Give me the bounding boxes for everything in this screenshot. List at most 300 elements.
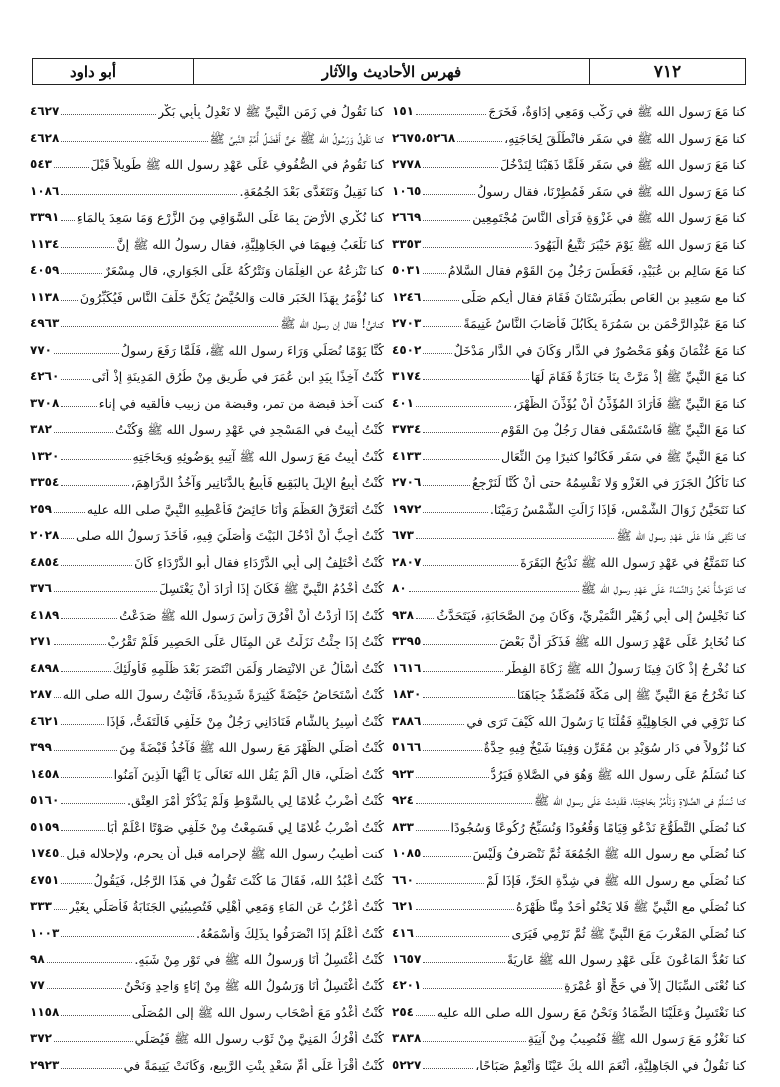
index-entry (392, 626, 746, 652)
leader-dots (61, 883, 91, 884)
hadith-number: ١٠٨٦ (30, 183, 60, 198)
hadith-incipit: كنا مَعَ سَالِمِ بنِ عُبَيْدٍ، فَعَطَسَ رَجُلٌ مِنَ القَوْمِ فقال السَّلامُ (447, 263, 746, 279)
hadith-number: ١٦٥٧ (392, 951, 422, 966)
hadith-number: ٣٧٠٨ (30, 395, 60, 410)
leader-dots (423, 432, 499, 433)
hadith-number: ١١٣٤ (30, 236, 60, 251)
leader-dots (61, 1068, 121, 1069)
leader-dots (423, 565, 518, 566)
index-entry (30, 705, 384, 731)
hadith-incipit: كنا نُخَابِرُ عَلَى عَهْدِ رَسولِ الله ﷺ فَذَكَرَ أَنَّ بَعْضَ (499, 634, 746, 650)
hadith-number: ٤٦٢١ (30, 713, 60, 728)
index-entry (392, 96, 746, 122)
hadith-number: ٩٨ (30, 951, 45, 966)
hadith-incipit: كُنْتُ أُصَلِّي، قال أَلَمْ يَقُلِ الله تَعَالَى يَا أَيُّهَا الَّذِينَ آمَنُوا (113, 766, 384, 782)
hadith-incipit: كُنْتُ أَعْلَمُ إِذَا انْصَرَفُوا بِذَلِكَ وَأَسْمَعُهُ. (195, 925, 384, 941)
index-entry (30, 944, 384, 970)
hadith-incipit: كُنْتُ أُصَلِّي الظُّهْرَ مَعَ رسولِ الله ﷺ فَآخُذُ قَبْضَةً مِنَ (119, 740, 384, 756)
hadith-incipit: كنا نُصَلِّي مع رسولِ الله ﷺ الجُمُعَةَ ثُمَّ نَنْصَرِفُ وَلَيْسَ (472, 846, 746, 862)
hadith-number: ٣١٧٤ (392, 369, 422, 384)
leader-dots (423, 512, 488, 513)
hadith-number: ٩٢٣ (392, 766, 414, 781)
leader-dots (61, 220, 75, 221)
hadith-number: ٦٢١ (392, 899, 414, 914)
hadith-incipit: كنا نَجْلِسُ إِلى أَبِي زُهَيْرٍ النُّمَيْرِيِّ، وَكَانَ مِنَ الصَّحَابَةِ، فَيَتَحَدَّثُ (436, 607, 746, 623)
hadith-number: ٤٥٠٢ (392, 342, 422, 357)
index-entry (30, 917, 384, 943)
index-entry (30, 573, 384, 599)
hadith-incipit: كنا نُصَلِّي التَّطَوُّعَ نَدْعُو قِيَامًا وَقُعُودًا وَنُسَبِّحُ رُكُوعًا وَسُجُودًا (450, 819, 746, 835)
hadith-number: ٤٨٩٨ (30, 660, 60, 675)
index-entry (392, 864, 746, 890)
index-entry (392, 917, 746, 943)
leader-dots (416, 803, 532, 804)
hadith-number: ٩٢٤ (392, 793, 414, 808)
hadith-incipit: كنا نُعْنَى السِّبَالَ إِلاَّ في حَجٍّ أَوْ عُمْرَةٍ (564, 978, 746, 994)
index-entry (392, 599, 746, 625)
leader-dots (54, 512, 85, 513)
index-entry (392, 440, 746, 466)
index-entry (30, 891, 384, 917)
hadith-incipit: كنا مَعَ النَّبِيِّ ﷺ في سَفَرٍ فَكَانُوا كثيرًا مِنَ النِّعَالِ (500, 448, 746, 464)
hadith-number: ٤٨٥٤ (30, 554, 60, 569)
leader-dots (54, 750, 117, 751)
index-entry (392, 758, 746, 784)
hadith-number: ٢٩٢٣ (30, 1057, 60, 1072)
hadith-incipit: كنا نُسَلِّمُ عَلَى رسولِ الله ﷺ وَهُوَ في الصَّلاةِ فَيَرُدُّ (490, 766, 746, 782)
index-entry (30, 334, 384, 360)
leader-dots (423, 379, 529, 380)
index-entry (30, 361, 384, 387)
hadith-incipit: كُنْتُ إِذَا جِئْتُ نَزَلْتُ عَنِ المِثَالِ عَلَى الحَصِيرِ فَلَمْ تَقْرُبْ (107, 634, 384, 650)
hadith-number: ٤٢٦٠ (30, 369, 60, 384)
index-entry (392, 838, 746, 864)
hadith-incipit: كنا نُكْرِي الأَرْضَ بِمَا عَلَى السَّوَاقِي مِنَ الزَّرْعِ وَمَا سَعِدَ بِالمَاءِ (76, 210, 384, 226)
hadith-incipit: كنا نُصَلِّي مع رسولِ الله ﷺ في شِدَّةِ الحَرِّ، فَإِذَا لَمْ (486, 872, 746, 888)
leader-dots (423, 1068, 473, 1069)
leader-dots (457, 141, 502, 142)
hadith-incipit: كنا نَقُولُ في زَمَنِ النَّبِيِّ ﷺ لا نَعْدِلُ بِأَبِي بَكْرٍ (157, 104, 384, 120)
hadith-number: ٥٠٣١ (392, 263, 422, 278)
hadith-number: ١٠٦٥ (392, 183, 422, 198)
hadith-number: ٣٣٣ (30, 899, 52, 914)
hadith-number: ٢٦٧٥،٥٢٦٨ (392, 130, 456, 145)
index-entry (30, 599, 384, 625)
index-entry (30, 440, 384, 466)
index-entry (392, 546, 746, 572)
index-entry (30, 96, 384, 122)
index-entry (392, 996, 746, 1022)
leader-dots (423, 671, 502, 672)
index-entry (392, 308, 746, 334)
hadith-number: ٤١٦ (392, 925, 414, 940)
leader-dots (61, 459, 130, 460)
hadith-incipit: كنانيُّ! فقال إن رسول الله ﷺ (280, 316, 384, 332)
index-entry (392, 970, 746, 996)
leader-dots (61, 247, 114, 248)
hadith-number: ٦٦٠ (392, 872, 414, 887)
leader-dots (61, 618, 117, 619)
index-entry (30, 122, 384, 148)
hadith-number: ٣٧٦ (30, 581, 52, 596)
hadith-number: ٨٣٣ (392, 819, 414, 834)
index-entry (30, 493, 384, 519)
index-entry (392, 149, 746, 175)
index-entry (392, 175, 746, 201)
hadith-number: ٣٣٩٥ (392, 634, 422, 649)
index-entry (30, 175, 384, 201)
hadith-incipit: كنا نَقُومُ في الصُّفُوفِ عَلَى عَهْدِ رسولِ الله ﷺ طَوِيلاً قَبْلَ (90, 157, 384, 173)
hadith-incipit: كُنْتُ أَغْتَسِلُ أَنَا وَرَسُولُ الله ﷺ مِنْ إِنَاءٍ وَاحِدٍ وَنَحْنُ (124, 978, 384, 994)
hadith-incipit: كُنْتُ أُحِبُّ أَنْ أَدْخُلَ البَيْتَ وَأُصَلِّيَ فِيهِ، فَأَخَذَ رَسولُ الله صلى (75, 528, 384, 544)
leader-dots (423, 485, 470, 486)
hadith-number: ٣٧٢ (30, 1031, 52, 1046)
hadith-incipit: كُنْتُ أَبِيتُ في المَسْجِدِ في عَهْدِ رسولِ الله ﷺ وَكُنْتُ (115, 422, 384, 438)
hadith-number: ٤١٣٣ (392, 448, 422, 463)
leader-dots (54, 353, 119, 354)
index-entry (392, 652, 746, 678)
hadith-incipit: كُنْتُ أَفْرُكُ المَنِيَّ مِنْ ثَوْبِ رسولِ الله ﷺ فَيُصَلِّي (134, 1031, 384, 1047)
hadith-incipit: كنا مَعَ عُثْمَانَ وَهُوَ مَحْصُورٌ في الدَّارِ وَكَانَ في الدَّارِ مَدْخَلٌ (453, 342, 746, 358)
hadith-incipit: كُنْتُ أَسِيرُ بِالشَّامِ فَنَادَانِي رَجُلٌ مِنْ خَلْفِي فَالْتَفَتُّ، فَإِذَا (106, 713, 384, 729)
hadith-incipit: كُنْتُ أَضْرِبُ غُلامًا لِي فَسَمِعْتُ مِنْ خَلْفِي صَوْتًا اعْلَمْ أَبَا (106, 819, 384, 835)
hadith-incipit: كنا مَعَ النَّبِيِّ ﷺ إِذْ مَرَّتْ بِنَا جَنَازَةٌ فَقَامَ لَهَا (530, 369, 746, 385)
hadith-incipit: كُنْتُ أَعْبُدُ الله، فَقَالَ مَا كُنْتَ تَقُولُ في هَذَا الرَّجُلِ، فَيَقُولُ (93, 872, 384, 888)
hadith-number: ٢٧٧٨ (392, 157, 422, 172)
leader-dots (61, 803, 125, 804)
index-entry (392, 414, 746, 440)
hadith-incipit: كُنْتُ أَغْتَسِلُ أَنَا وَرسولُ الله ﷺ في تَوْرٍ مِنْ شَبَهٍ. (134, 951, 384, 967)
hadith-incipit: كنا نَقُولُ وَرَسُولُ الله ﷺ حَيٌّ أَفْضَلُ أُمَّةِ النَّبِيِّ ﷺ (209, 130, 384, 146)
hadith-number: ٤٦٢٧ (30, 104, 60, 119)
leader-dots (416, 406, 511, 407)
leader-dots (61, 724, 104, 725)
hadith-incipit: كنا نَتَّقِي هَذَا عَلَى عَهْدِ رسولِ الله ﷺ (616, 528, 746, 544)
index-entry (30, 467, 384, 493)
hadith-number: ٤٦٢٨ (30, 130, 60, 145)
hadith-number: ٧٧ (30, 978, 45, 993)
hadith-incipit: كنا مَعَ رَسولِ الله ﷺ في رَكْبٍ وَمَعِي إِدَاوَةٌ، فَخَرَجَ (488, 104, 746, 120)
hadith-incipit: كنا مَعَ رَسولِ الله ﷺ في غَزْوَةٍ فَرَأَى النَّاسَ مُجْتَمِعِين (472, 210, 746, 226)
leader-dots (423, 300, 459, 301)
leader-dots (61, 273, 102, 274)
leader-dots (61, 379, 89, 380)
leader-dots (423, 724, 464, 725)
hadith-incipit: كنا مَعَ رَسولِ الله ﷺ في سَفَرٍ فَمُطِرْنَا، فقال رسولُ (477, 183, 746, 199)
index-entry (392, 705, 746, 731)
index-entry (392, 891, 746, 917)
index-entry (392, 520, 746, 546)
hadith-incipit: كُنْتُ أَقْرَأُ عَلَى أُمِّ سَعْدٍ بِنْتِ الرَّبِيعِ، وَكَانَتْ يَتِيمَةً في (123, 1057, 384, 1073)
hadith-number: ٢٧١ (30, 634, 52, 649)
leader-dots (423, 1041, 525, 1042)
hadith-incipit: كنا نُزُولاً في دَارِ سُوَيْدِ بنِ مُقَرِّنٍ وَفِينَا شَيْخٌ فِيهِ حِدَّةٌ (483, 740, 746, 756)
leader-dots (423, 856, 470, 857)
leader-dots (416, 883, 484, 884)
leader-dots (61, 114, 156, 115)
leader-dots (54, 432, 113, 433)
hadith-number: ٣٨٢ (30, 422, 52, 437)
hadith-incipit: كُنْتُ أَخْتَلِفُ إِلى أَبِي الدَّرْدَاءِ فقال أبو الدَّرْدَاءِ كَانَ (134, 554, 384, 570)
hadith-number: ١١٣٨ (30, 289, 60, 304)
hadith-number: ٣٨٣٨ (392, 1031, 422, 1046)
hadith-number: ١٥١ (392, 104, 414, 119)
page-number: ٧١٢ (589, 59, 745, 84)
leader-dots (423, 247, 532, 248)
hadith-incipit: كنا مَعَ النَّبِيِّ ﷺ فَاسْتَسْقَى فقال رَجُلٌ مِنَ القَوْمِ (500, 422, 746, 438)
index-entry (30, 811, 384, 837)
hadith-number: ٥١٥٩ (30, 819, 60, 834)
leader-dots (54, 644, 106, 645)
index-entry (392, 493, 746, 519)
hadith-incipit: كنا نُصَلِّي المَغْرِبَ مَعَ النَّبِيِّ ﷺ ثُمَّ نَرْمِي فَيَرَى (511, 925, 746, 941)
right-column (392, 96, 746, 1076)
leader-dots (61, 141, 207, 142)
hadith-number: ٢٥٤ (392, 1004, 414, 1019)
hadith-incipit: كنا نُسَلِّمُ في الصَّلاةِ وَنَأْمُرُ بِحَاجَتِنَا، فَقَدِمْتُ عَلَى رسولِ الله ﷺ (533, 793, 746, 809)
index-entry (30, 228, 384, 254)
hadith-incipit: كنا مَعَ رَسولِ الله ﷺ في سَفَرٍ فَلَمَّا ذَهَبْنَا لِنَدْخُلَ (500, 157, 746, 173)
hadith-incipit: كُنْتُ أَسْأَلُ عَنِ الانْتِصَارِ وَلَمَنِ انْتَصَرَ بَعْدَ ظُلْمِهِ فَأُولَئِكَ (112, 660, 384, 676)
hadith-incipit: كنا مَعَ عَبْدِالرَّحْمَنِ بنِ سَمُرَةَ بِكَابُلَ فَأَصَابَ النَّاسُ غَنِيمَةً (463, 316, 746, 332)
hadith-incipit: كُنْتُ أَبِيعُ الإِبِلَ بِالبَقِيعِ فَأَبِيعُ بِالدَّنَانِيرِ وَآخُذُ الدَّرَاهِمَ، (130, 475, 384, 491)
leader-dots (61, 777, 111, 778)
leader-dots (54, 167, 89, 168)
hadith-number: ٣٩٩ (30, 740, 52, 755)
hadith-number: ٧٧٠ (30, 342, 52, 357)
hadith-number: ٥٤٣ (30, 157, 52, 172)
hadith-number: ٢٧٠٣ (392, 316, 422, 331)
hadith-number: ١٦١٦ (392, 660, 422, 675)
index-entry (30, 679, 384, 705)
index-entry (392, 228, 746, 254)
index-entry (30, 1023, 384, 1049)
hadith-incipit: كنت آخذ قبضة من تمر، وقبضة من زبيب فألقيه في إناء (98, 395, 384, 411)
leader-dots (54, 697, 61, 698)
index-entry (30, 149, 384, 175)
hadith-incipit: كنا نَقُولُ في الجَاهِلِيَّةِ، أَنْعَمَ الله بِكَ عَيْنًا وَأَنْعِمْ صَبَاحًا، (475, 1057, 746, 1073)
hadith-incipit: كُنْتُ أَبِيتُ مَعَ رَسولِ الله ﷺ آتِيهِ بِوَضُوئِهِ وَبِحَاجَتِهِ (132, 448, 384, 464)
leader-dots (416, 618, 434, 619)
hadith-number: ٣٣٥٤ (30, 475, 60, 490)
index-entry (30, 414, 384, 440)
hadith-incipit: كنا نُصَلِّي مع النَّبِيِّ ﷺ فَلا يَحْنُو أَحَدٌ مِنَّا ظَهْرَهُ (516, 899, 746, 915)
index-entry (30, 308, 384, 334)
leader-dots (416, 909, 514, 910)
hadith-incipit: كُنْتُ أَعْزُبُ عَنِ المَاءِ وَمَعِي أَهْلِي فَتُصِيبُنِي الجَنَابَةُ فَأُصَلِّي بِغَيْرِ (68, 899, 384, 915)
hadith-number: ٤٠١ (392, 395, 414, 410)
leader-dots (416, 830, 449, 831)
leader-dots (61, 830, 104, 831)
leader-dots (416, 114, 486, 115)
hadith-incipit: كنا نَخْرُجُ مَعَ النَّبِيِّ ﷺ إِلى مَكَّةَ فَنُضَمِّدُ جِبَاهَنَا (516, 687, 746, 703)
leader-dots (61, 300, 78, 301)
hadith-incipit: كُنْتُ أَخْدُمُ النَّبِيَّ ﷺ فَكَانَ إِذَا أَرَادَ أَنْ يَغْتَسِلَ (159, 581, 384, 597)
hadith-number: ٨٠ (392, 581, 407, 596)
index-entry (392, 361, 746, 387)
hadith-incipit: كُنْتُ أَضْرِبُ غُلامًا لِي بِالسَّوْطِ وَلَمْ يَذْكُرْ أَمْرَ العِتْقِ. (126, 793, 384, 809)
hadith-number: ٥١٦٦ (392, 740, 422, 755)
index-entry (30, 732, 384, 758)
index-entry (30, 864, 384, 890)
hadith-number: ٢٨٠٧ (392, 554, 422, 569)
hadith-number: ٩٣٨ (392, 607, 414, 622)
index-entry (30, 520, 384, 546)
hadith-incipit: كنا نُؤْمَرُ بِهَذَا الخَبَرِ قالت وَالحُيَّضُ يَكُنَّ خَلْفَ النَّاسِ فَيُكَبِّرُونَ (79, 289, 384, 305)
leader-dots (416, 1015, 435, 1016)
leader-dots (423, 750, 481, 751)
hadith-number: ٢٠٢٨ (30, 528, 60, 543)
hadith-incipit: كُنْتُ إِذَا أَرَدْتُ أَنْ أَفْرُقَ رَأْسَ رَسولِ الله ﷺ صَدَعْتُ (119, 607, 384, 623)
leader-dots (423, 459, 499, 460)
leader-dots (416, 777, 489, 778)
leader-dots (423, 273, 446, 274)
index-entry (30, 758, 384, 784)
hadith-number: ١٧٤٥ (30, 846, 60, 861)
hadith-number: ٣٧٣٤ (392, 422, 422, 437)
index-entry (392, 255, 746, 281)
hadith-incipit: كنا نَقِيلُ وَنَتَغَدَّى بَعْدَ الجُمُعَةِ. (239, 183, 384, 199)
index-entry (392, 679, 746, 705)
index-entry (392, 122, 746, 148)
hadith-number: ٤٧٥١ (30, 872, 60, 887)
left-column (30, 96, 384, 1076)
hadith-number: ٢٦٦٩ (392, 210, 422, 225)
hadith-incipit: كُنْتُ أَتَعَرَّقُ العَظْمَ وَأَنَا حَائِضٌ فَأُعْطِيهِ النَّبِيَّ صلى الله عليه (86, 501, 384, 517)
hadith-incipit: كنا نَغْزُو مَعَ رَسولِ الله ﷺ فَنُصِيبُ مِنْ آنِيَةِ (527, 1031, 746, 1047)
leader-dots (423, 167, 498, 168)
hadith-number: ١٠٠٣ (30, 925, 60, 940)
leader-dots (47, 988, 122, 989)
index-entry (392, 785, 746, 811)
book-name (33, 59, 193, 84)
hadith-incipit: كنا نَنْزِعُهُ عن الغِلْمَانِ وَنَتْرُكُهُ عَلَى الجَوَارِي، قال مِسْعَرٌ (104, 263, 384, 279)
leader-dots (61, 1015, 129, 1016)
hadith-number: ٣٣٩١ (30, 210, 60, 225)
hadith-incipit: كنت أطيبُ رسول الله ﷺ لإحرامه قبل أن يحرم، ولإحلاله قبل (66, 846, 384, 862)
hadith-incipit: كنا مَعَ رَسولِ الله ﷺ يَوْمَ خَيْبَرَ نَتَّبِعُ الْيَهُودَ (534, 236, 746, 252)
leader-dots (416, 538, 614, 539)
hadith-incipit: كنا مَعَ النَّبِيِّ ﷺ فَأَرَادَ المُؤَذِّنُ أَنْ يُؤَذِّنَ الظُّهْرَ، (513, 395, 746, 411)
index-entry (392, 732, 746, 758)
index-entry (392, 467, 746, 493)
leader-dots (409, 591, 579, 592)
leader-dots (61, 565, 132, 566)
leader-dots (61, 538, 74, 539)
hadith-number: ٥٢٢٧ (392, 1057, 422, 1072)
hadith-incipit: كُنْتُ أَسْتَحَاضُ حَيْضَةً كَثِيرَةً شَدِيدَةً، فَأَتَيْتُ رسولَ الله صلى الله (62, 687, 384, 703)
hadith-incipit: كنا نَتَوَضَّأُ نَحْنُ وَالنِّسَاءُ عَلَى عَهْدِ رسولِ الله ﷺ (580, 581, 746, 597)
hadith-incipit: كُنْتُ آخِذًا بِيَدِ ابنِ عُمَرَ في طَرِيقٍ مِنْ طُرُقِ المَدِينَةِ إِذْ أَتَى (91, 369, 384, 385)
index-columns (30, 96, 746, 1076)
hadith-incipit: كنا نُخْرِجُ إِذْ كَانَ فِينَا رَسولُ الله ﷺ زَكَاةَ الفِطْرِ (504, 660, 746, 676)
leader-dots (423, 644, 497, 645)
page-title: فهرس الأحاديث والآثار (193, 59, 589, 84)
hadith-incipit: كنا نَأْكُلُ الجَزَرَ في الغَزْوِ وَلا نَقْسِمُهُ حتى أَنْ كُنَّا لَنَرْجِعُ (472, 475, 746, 491)
hadith-incipit: كنا نَعُدُّ المَاعُونَ عَلَى عَهْدِ رسولِ الله ﷺ عَارِيَةً (506, 951, 746, 967)
hadith-number: ١٠٨٥ (392, 846, 422, 861)
index-entry (392, 281, 746, 307)
leader-dots (423, 326, 461, 327)
leader-dots (423, 988, 562, 989)
leader-dots (416, 936, 509, 937)
index-entry (392, 1049, 746, 1075)
index-entry (30, 652, 384, 678)
index-entry (392, 202, 746, 228)
leader-dots (61, 326, 278, 327)
hadith-number: ١٨٣٠ (392, 687, 422, 702)
leader-dots (61, 406, 96, 407)
leader-dots (423, 962, 505, 963)
hadith-number: ٣٨٨٦ (392, 713, 422, 728)
index-entry (392, 1023, 746, 1049)
index-entry (30, 546, 384, 572)
leader-dots (61, 856, 64, 857)
hadith-incipit: كنا نَتَحَيَّنُ زَوَالَ الشَّمْسِ، فَإِذَا زَالَتِ الشَّمْسُ رَمَيْنَا. (489, 501, 746, 517)
index-entry (392, 387, 746, 413)
page-header (32, 58, 746, 85)
hadith-number: ٤٠٥٩ (30, 263, 60, 278)
index-entry (30, 281, 384, 307)
hadith-number: ٦٧٣ (392, 528, 414, 543)
hadith-number: ٢٧٠٦ (392, 475, 422, 490)
leader-dots (54, 1041, 133, 1042)
hadith-number: ٤٢٠١ (392, 978, 422, 993)
hadith-number: ٤١٨٩ (30, 607, 60, 622)
leader-dots (61, 936, 194, 937)
hadith-number: ١٢٤٦ (392, 289, 422, 304)
index-entry (30, 785, 384, 811)
index-entry (30, 387, 384, 413)
hadith-number: ٣٣٥٣ (392, 236, 422, 251)
hadith-incipit: كنا نَلْعَبُ فِيهِمَا في الجَاهِلِيَّةِ، فقال رسولُ الله ﷺ إِنَّ (116, 236, 384, 252)
leader-dots (423, 220, 470, 221)
index-entry (30, 255, 384, 281)
index-entry (30, 970, 384, 996)
index-entry (392, 334, 746, 360)
leader-dots (54, 909, 67, 910)
leader-dots (61, 671, 110, 672)
index-entry (30, 626, 384, 652)
leader-dots (423, 697, 515, 698)
index-entry (392, 573, 746, 599)
leader-dots (61, 485, 129, 486)
hadith-incipit: كُنَّا يَوْمًا نُصَلِّي وَرَاءَ رسولِ الله ﷺ، فَلَمَّا رَفَعَ رسولُ (120, 342, 384, 358)
hadith-number: ٢٥٩ (30, 501, 52, 516)
index-entry (30, 838, 384, 864)
leader-dots (47, 962, 133, 963)
hadith-incipit: كنا نَرْقِي في الجَاهِلِيَّةِ فَقُلْنَا يَا رَسُولَ الله كَيْفَ تَرَى في (466, 713, 746, 729)
hadith-incipit: كنا نَغْتَسِلُ وَعَلَيْنَا الضِّمَادُ وَنَحْنُ مَعَ رسولِ الله صلى الله عليه (436, 1004, 746, 1020)
hadith-number: ١٤٥٨ (30, 766, 60, 781)
hadith-number: ١٣٢٠ (30, 448, 60, 463)
index-entry (30, 996, 384, 1022)
leader-dots (423, 194, 475, 195)
index-entry (392, 811, 746, 837)
leader-dots (423, 353, 451, 354)
hadith-number: ٢٨٧ (30, 687, 52, 702)
index-entry (30, 1049, 384, 1075)
book-name-text: أبو داود (69, 62, 117, 81)
hadith-incipit: كنا مَعَ رَسولِ الله ﷺ في سَفَرٍ فانْطَلَقَ لِحَاجَتِهِ، (504, 130, 746, 146)
leader-dots (61, 194, 237, 195)
hadith-number: ١١٥٨ (30, 1004, 60, 1019)
index-entry (30, 202, 384, 228)
leader-dots (54, 591, 157, 592)
index-entry (392, 944, 746, 970)
hadith-incipit: كنا نَتَمَتَّعُ في عَهْدِ رَسولِ الله ﷺ نَذْبَحُ البَقَرَةَ (520, 554, 746, 570)
hadith-incipit: كنا مع سَعِيدِ بنِ العَاصِ بطَبَرِسْتَانَ فَقَامَ فقال أيكم صَلَّى (461, 289, 746, 305)
